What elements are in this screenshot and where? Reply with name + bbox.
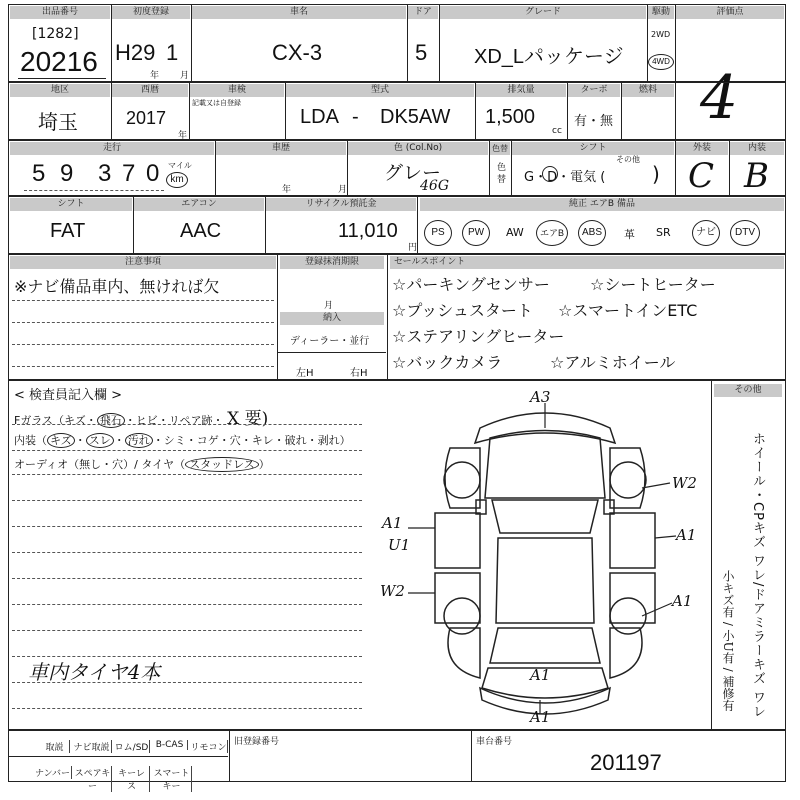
km-unit-circled [166,172,188,188]
car-right-rear-fender [610,628,642,678]
sales-point: ☆シートヒーター [590,275,716,294]
windshield-prefix: Fガラス（キズ・ [14,414,97,427]
equip-pw-circled [462,220,490,246]
interior-suffix: ・シミ・コゲ・穴・キレ・破れ・剥れ） [152,434,351,447]
equip-abs-circled [578,220,606,246]
sales-point: ☆バックカメラ [392,353,503,372]
drive-4wd-circled [648,54,674,70]
equip-leather: 革 [624,228,635,241]
footer-keyless: キーレス [114,766,150,792]
color-change-label: 色替 [492,144,508,153]
studless-circled: スタッドレス [185,457,259,472]
bracket-number: [1282] [32,26,79,42]
delivery-label: 納入 [280,312,384,325]
mileage-digit: 3 [98,160,112,187]
dealer-option: ディーラー・並行 [290,336,370,347]
diagram-mark-a1-left: A1 [382,514,403,532]
audio-tire-prefix: オーディオ（無し・穴）/ タイヤ（ [14,458,186,471]
chassis-label: 車台番号 [476,737,513,747]
chassis-number: 201197 [590,750,662,775]
car-left-front-wheel [444,462,480,498]
equip-navi: ナビ [696,227,716,238]
era-unit: 年 [150,71,160,81]
steering-left: 左H [296,368,314,379]
reg-month-unit: 月 [324,301,334,311]
equip-airbag: エアB [539,228,564,238]
mileage-digit: 5 [32,160,46,187]
drive-2wd: 2WD [651,30,671,39]
model-prefix: LDA [300,106,339,128]
turbo-label: ターボ [568,84,620,97]
equip-dtv-circled [730,220,760,246]
mile-unit: マイル [168,161,192,170]
model-year: 2017 [126,108,167,128]
shift-type: FAT [50,220,86,242]
sales-point: ☆アルミホイール [550,353,676,372]
grade-name: XD_Lパッケージ [474,46,624,68]
equip-sunroof: SR [656,226,671,239]
inspection-label: 車検 [190,84,284,97]
equip-ps-circled [424,220,452,246]
car-rear-window [490,628,600,663]
equip-dtv: DTV [735,227,755,238]
sales-point: ☆プッシュスタート [392,301,533,320]
color-change-mark: 色 替 [497,163,507,185]
history-year-unit: 年 [282,185,292,195]
inspector-line-2: 内装（ キズ ・ スレ ・ 汚れ ・シミ・コゲ・穴・キレ・破れ・剥れ） [14,434,351,447]
model-code-label: 型式 [286,84,474,97]
car-right-front-wheel [610,462,646,498]
year-label: 西暦 [112,84,188,97]
equip-abs: ABS [581,227,602,238]
exterior-label: 外装 [676,142,728,155]
recycle-label: リサイクル預託金 [266,198,416,211]
prev-reg-label: 旧登録番号 [234,737,280,747]
inspector-title: < 検査員記入欄 > [14,388,123,403]
footer-number-plate: ナンバー [34,766,72,779]
color-name: グレー [384,163,442,184]
car-left-front-fender [445,448,480,508]
car-roof [496,538,594,623]
door-count: 5 [415,40,428,65]
interior-rub-circled: スレ [86,433,114,448]
sales-point: ☆パーキングセンサー [392,275,550,294]
shift-other-label: その他 [616,155,640,164]
sales-point: ☆スマートインETC [558,301,698,320]
car-left-front-door [435,513,480,568]
shift-options: G・D・電気 ( [524,170,606,185]
interior-grade: B [744,156,769,196]
car-left-mirror [476,500,486,514]
km-unit: km [170,174,184,185]
drive-4wd: 4WD [652,57,670,66]
equip-airbag-circled [536,220,568,246]
drive-label: 駆動 [648,6,674,19]
shift-label: シフト [512,142,674,155]
footer-spare-key: スペアキー [74,766,112,792]
first-reg-month: 1 [166,40,179,65]
yen-unit: 円 [408,243,418,253]
car-hood [485,431,605,499]
car-windshield [492,500,598,533]
side-wheel-note: ホイール・CPキズ ワレ/ドアミラーキズ ワレ [750,432,765,719]
diagram-mark-u1-left: U1 [388,536,411,554]
year-unit: 年 [178,131,188,141]
diagram-mark-a1-trunk: A1 [530,666,551,684]
car-right-front-door [610,513,655,568]
displacement-label: 排気量 [476,84,566,97]
grade-label: グレード [440,6,646,19]
diagram-mark-w2-right: W2 [672,474,697,492]
footer-bcas: B-CAS [152,740,188,750]
ac-label: エアコン [134,198,264,211]
equip-navi-circled [692,220,720,246]
interior-dirt-circled: 汚れ [125,433,153,448]
windshield-hand: X 要) [227,409,269,429]
diagram-mark-w2-left: W2 [380,582,405,600]
footer-smart-key: スマートキー [152,766,192,792]
notes-text: ※ナビ備品車内、無ければ欠 [14,277,220,296]
diagram-mark-a3: A3 [530,388,551,406]
equipment-label: 純正 エアB 備品 [420,198,784,211]
sales-point: ☆ステアリングヒーター [392,327,565,346]
diagram-mark-a1-right-door: A1 [676,526,697,544]
shift-close: ) [652,162,660,186]
color-label: 色 (Col.No) [348,142,488,155]
model-name: CX-3 [272,40,323,65]
turbo-value: 有・無 [574,114,614,129]
lot-number: 20216 [20,46,98,77]
inspector-line-1 [14,404,268,429]
audio-tire-suffix: ） [258,458,270,471]
color-number: 46G [420,178,449,194]
interior-label: 内装 [730,142,784,155]
equip-aw: AW [506,226,524,239]
mileage-digit: 0 [146,160,160,187]
windshield-chip-circled: 飛石 [97,413,125,428]
history-month-unit: 月 [338,185,348,195]
first-reg-label: 初度登録 [112,6,190,19]
footer-rom-sd: ロム/SD [114,740,150,753]
score-label: 評価点 [676,6,784,19]
displacement: 1,500 [485,106,536,128]
notes-label: 注意事項 [10,256,276,269]
mileage-digit: 9 [60,160,74,187]
score-value: 4 [700,63,739,133]
inspection-note: 記載又は自登録 [192,99,241,107]
fuel-label: 燃料 [622,84,674,97]
recycle-fee: 11,010 [338,220,398,242]
car-right-mirror [604,500,614,514]
car-diagram [380,388,710,728]
model-code: DK5AW [380,106,451,128]
diagram-mark-a1-right-rear: A1 [672,592,693,610]
handwritten-note: 車内タイヤ4本 [28,660,161,684]
side-other-label: その他 [714,384,782,397]
car-left-rear-fender [448,628,480,678]
footer-manual: 取説 [40,740,70,753]
steering-right: 右H [350,368,368,379]
exterior-grade: C [688,156,715,196]
model-name-label: 車名 [192,6,406,19]
sales-points-label: セールスポイント [390,256,784,269]
windshield-suffix: ・ヒビ・リペア跡・ [124,414,224,427]
mileage-digit: 7 [122,160,136,187]
footer-remote: リモコン [190,740,228,753]
month-unit: 月 [180,71,190,81]
mileage-label: 走行 [10,142,214,155]
side-hand-note: 小キズ有 / 小U有 / 補修有 [721,570,735,712]
reg-limit-label: 登録抹消期限 [280,256,384,269]
inspector-line-3 [14,456,270,472]
diagram-mark-a1-bumper: A1 [530,708,551,726]
cc-unit: cc [552,126,562,136]
stock-label: 出品番号 [10,6,110,19]
shift-type-label: シフト [10,198,132,211]
shift-d-circled [542,166,558,182]
region: 埼玉 [38,112,78,134]
doors-label: ドア [408,6,438,19]
car-right-front-fender [610,448,645,508]
interior-scratch-circled: キズ [47,433,75,448]
equip-pw: PW [467,227,485,238]
first-reg-era: H29 [115,40,156,65]
region-label: 地区 [10,84,110,97]
footer-navi-manual: ナビ取説 [72,740,112,753]
interior-prefix: 内装（ [14,434,47,447]
model-dash: - [352,106,359,128]
history-label: 車歴 [216,142,346,155]
air-conditioner: AAC [180,220,222,242]
equip-ps: PS [431,227,445,238]
